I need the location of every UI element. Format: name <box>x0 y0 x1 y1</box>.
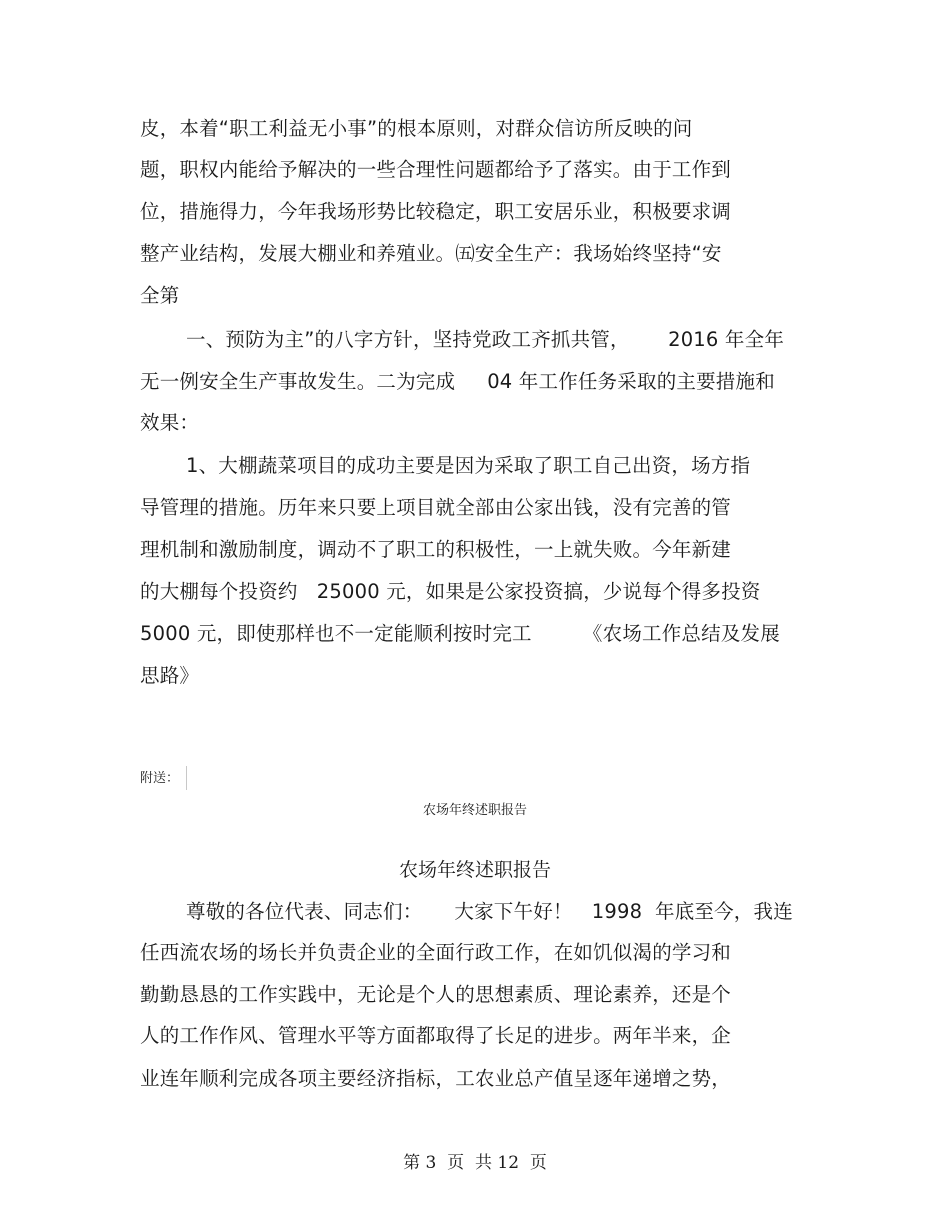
body-text-line: 1、大棚蔬菜项目的成功主要是因为采取了职工自己出资，场方指 <box>186 454 751 477</box>
body-text-line: 全第 <box>140 284 180 307</box>
body-text-line: 无一例安全生产事故发生。二为完成 04 年工作任务采取的主要措施和 <box>140 370 775 393</box>
body-text-line: 的大棚每个投资约 25000 元，如果是公家投资搞，少说每个得多投资 <box>140 580 761 603</box>
body-text-line: 整产业结构，发展大棚业和养殖业。㈤安全生产：我场始终坚持“安 <box>140 242 722 265</box>
body-text-line: 人的工作作风、管理水平等方面都取得了长足的进步。两年半来，企 <box>140 1024 732 1047</box>
page-number-footer: 第 3 页 共 12 页 <box>403 1153 547 1173</box>
body-text-line: 思路》 <box>140 664 200 687</box>
body-text-line: 业连年顺利完成各项主要经济指标，工农业总产值呈逐年递增之势， <box>140 1067 732 1090</box>
body-text-line: 5000 元，即使那样也不一定能顺利按时完工 《农场工作总结及发展 <box>140 622 780 645</box>
body-text-line: 任西流农场的场长并负责企业的全面行政工作，在如饥似渴的学习和 <box>140 941 732 964</box>
subheading: 农场年终述职报告 <box>422 803 527 818</box>
body-text-line: 勤勤恳恳的工作实践中，无论是个人的思想素质、理论素养，还是个 <box>140 983 732 1006</box>
body-text-line: 皮，本着“职工利益无小事”的根本原则，对群众信访所反映的问 <box>140 117 693 140</box>
body-text-line: 尊敬的各位代表、同志们： 大家下午好！ 1998 年底至今，我连 <box>186 900 793 923</box>
attachment-label: 附送： <box>140 771 180 786</box>
body-text-line: 导管理的措施。历年来只要上项目就全部由公家出钱，没有完善的管 <box>140 496 732 519</box>
divider <box>186 766 187 790</box>
body-text-line: 题，职权内能给予解决的一些合理性问题都给予了落实。由于工作到 <box>140 158 732 181</box>
report-title: 农场年终述职报告 <box>398 859 551 881</box>
body-text-line: 一、预防为主”的八字方针，坚持党政工齐抓共管， 2016 年全年 <box>186 328 785 351</box>
body-text-line: 理机制和激励制度，调动不了职工的积极性，一上就失败。今年新建 <box>140 538 732 561</box>
body-text-line: 效果： <box>140 411 200 434</box>
body-text-line: 位，措施得力，今年我场形势比较稳定，职工安居乐业，积极要求调 <box>140 200 732 223</box>
